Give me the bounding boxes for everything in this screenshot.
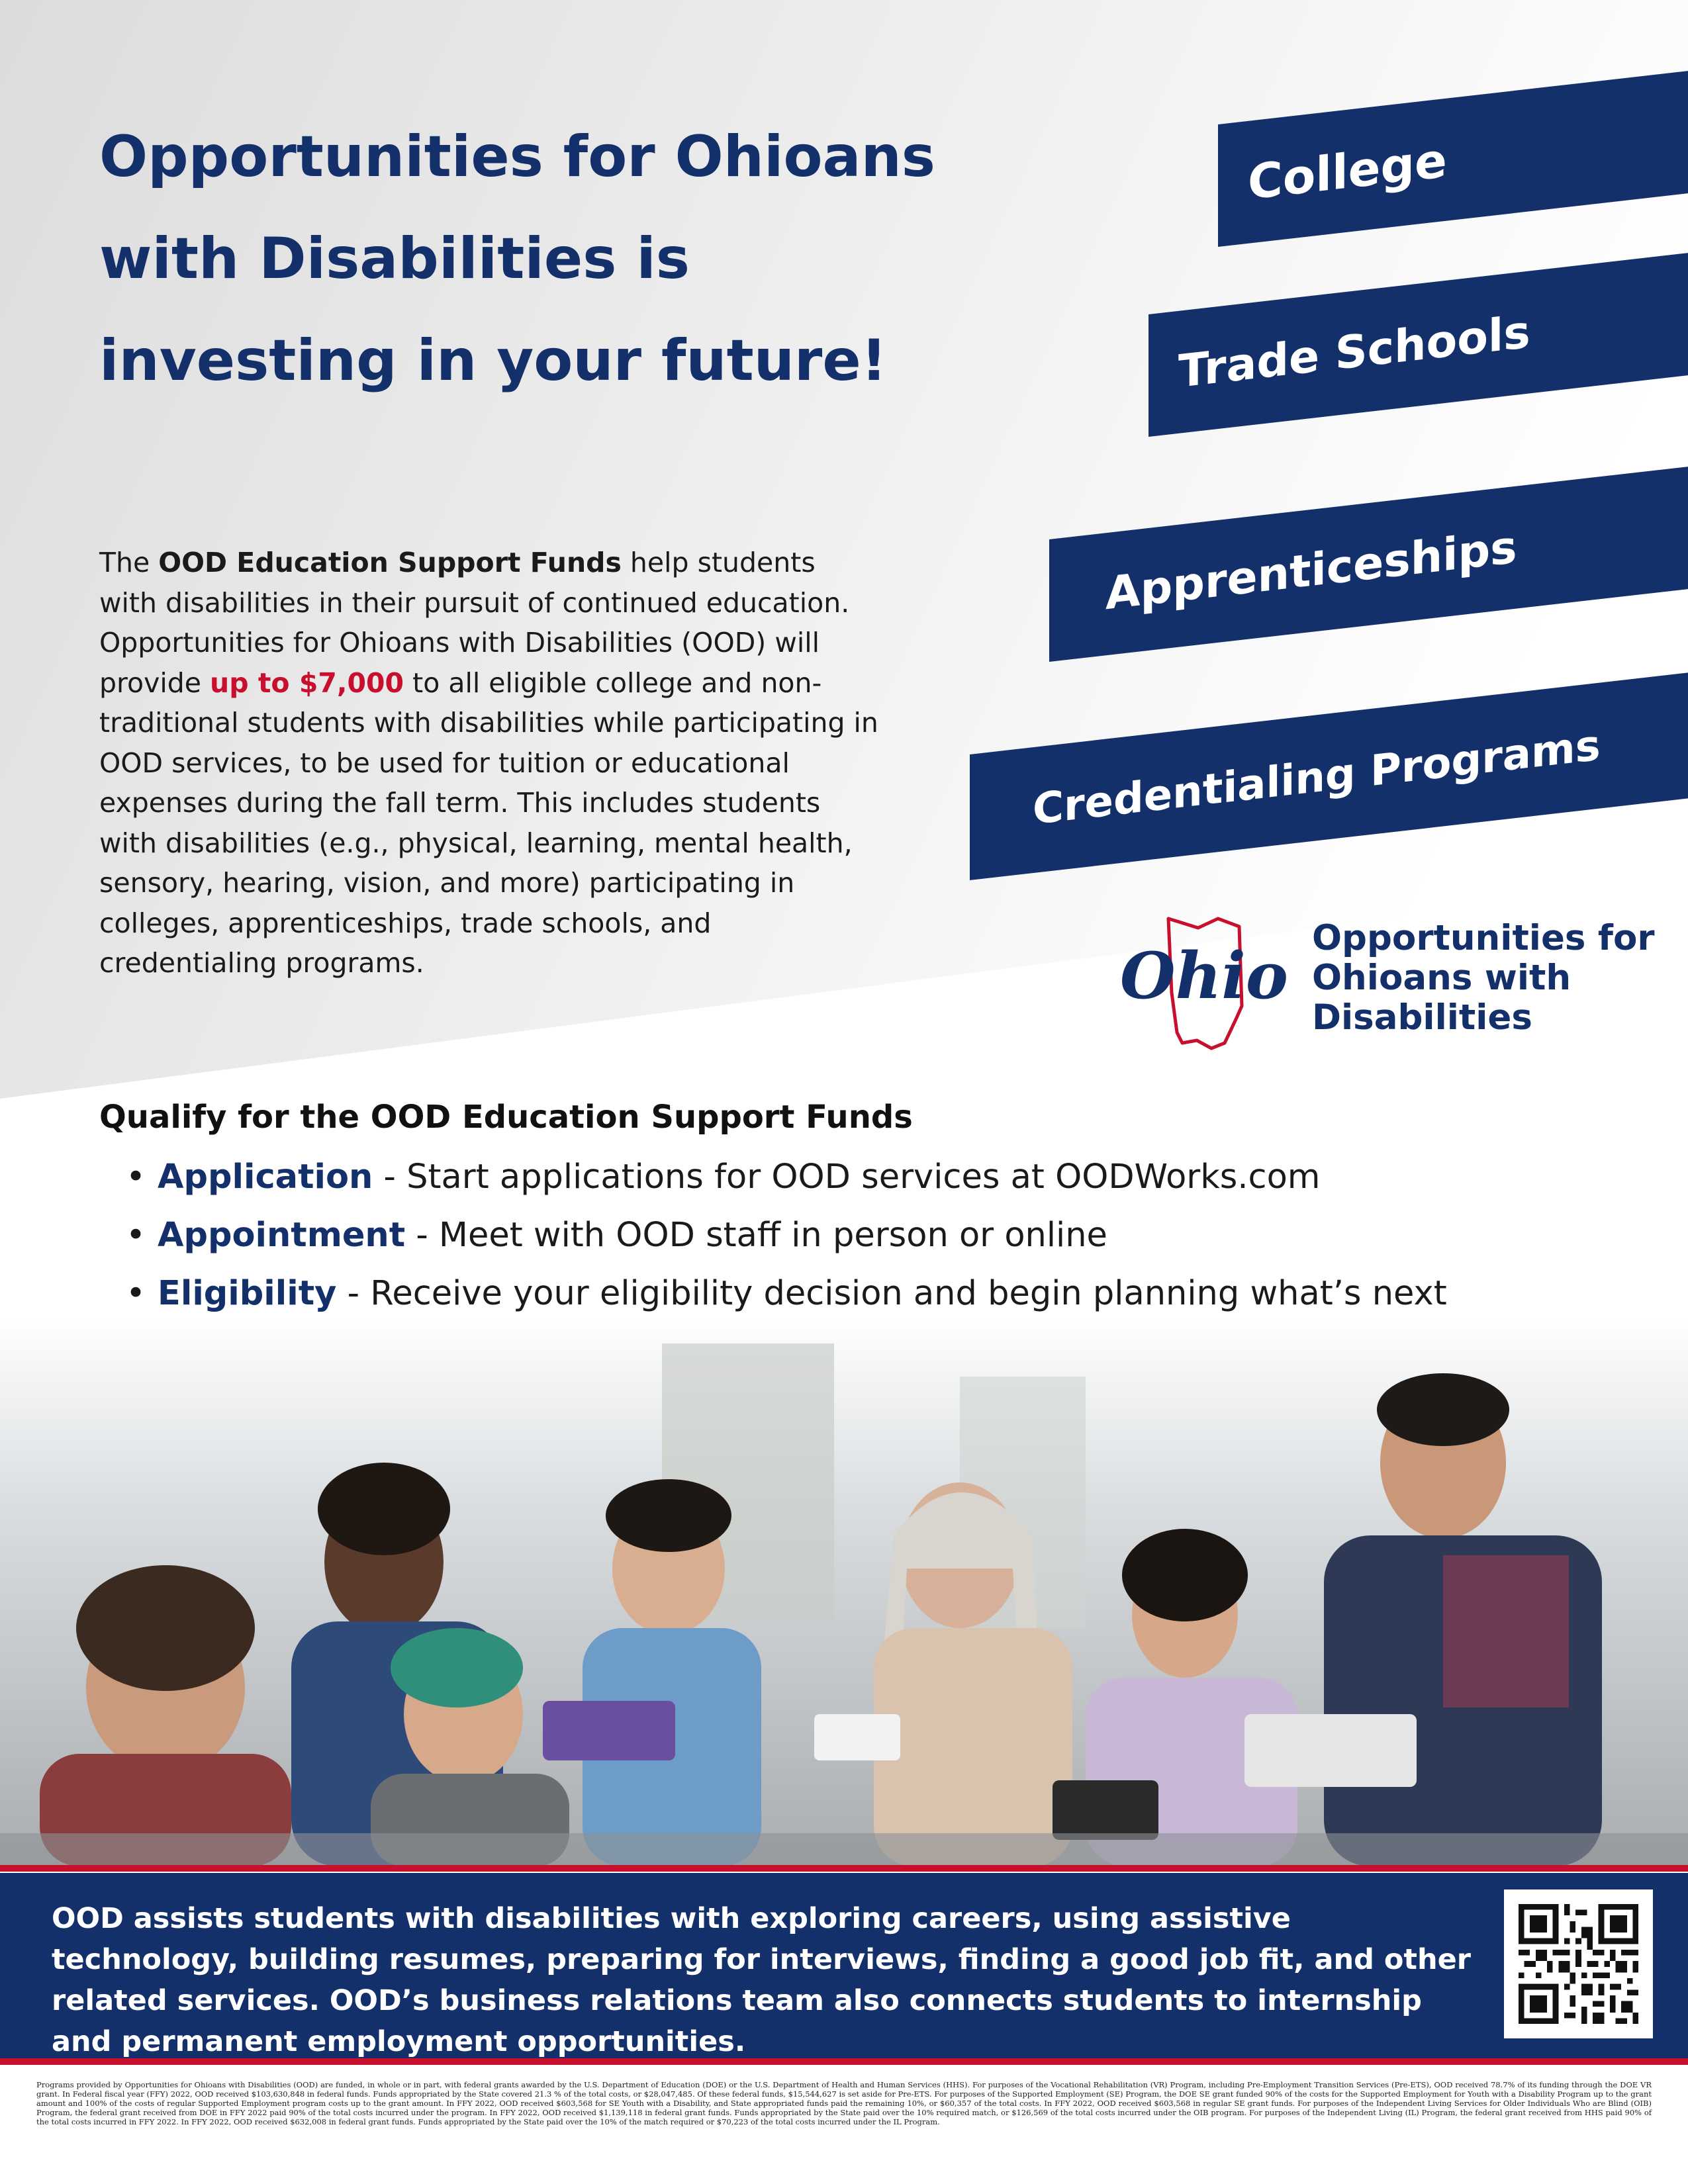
headline-line-3: investing in your future!: [99, 328, 887, 394]
ood-logo: [1119, 913, 1662, 1052]
funding-disclaimer: Programs provided by Opportunities for Ohioans with Disabilities (OOD) are funded, in whole or in part, with federal grants awarded by the U.S. Department of Education (DOE) or the U.S. Department of Health and Human Services (HHS). For purposes of the Vocational Rehabilitation (VR) Program, including Pre-Employment Transition Services (Pre-ETS), OOD received 78.7% of its funding through the DOE VR grant. In Federal fiscal year (FFY) 2022, OOD received $103,630,848 in federal funds. Funds appropriated by the State covered 21.3 % of the total costs, or $28,047,485. Of these federal funds, $15,544,627 is set aside for Pre-ETS. For purposes of the Supported Employment (SE) Program, the DOE SE grant funded 90% of the costs for the Supported Employment for Youth with a Disability Program up to the grant amount and 100% of the costs of regular Supported Employment program costs up to the grant amount. In FFY 2022, OOD received $603,568 for SE Youth with a Disability, and State appropriated funds paid the remaining 10%, or $60,357 of the total costs. In FFY 2022, OOD received $603,568 in regular SE grant funds. For purposes of the Independent Living Services for Older Individuals Who are Blind (OIB) Program, the federal grant received from DOE in FFY 2022 paid 90% of the total costs incurred under the program. In FFY 2022, OOD received $1,139,118 in federal grant funds. Funds appropriated by the State paid over the 10% required match, or $126,569 of the total costs incurred under the OIB program. For purposes of the Independent Living (IL) Program, the federal grant received from HHS paid 90% of the total costs incurred in FFY 2022. In FFY 2022, OOD received $632,008 in federal grant funds. Funds appropriated by the State paid over the 10% of the match required or $70,223 of the total costs incurred under the IL Program.: [36, 2080, 1652, 2126]
logo-script-word: Ohio: [1120, 938, 1288, 1013]
qualify-list: [126, 1155, 1648, 1330]
banner-apprenticeships: Apprenticeships: [1049, 463, 1688, 662]
fund-name: OOD Education Support Funds: [158, 547, 622, 578]
bottom-red-rule: [0, 2058, 1688, 2065]
headline: [99, 106, 1092, 412]
list-item: • Appointment - Meet with OOD staff in person or online: [126, 1213, 1648, 1258]
banner-credentialing-programs: Credentialing Programs: [970, 669, 1688, 880]
logo-wordmark: Opportunities for Ohioans with Disabilities: [1312, 918, 1655, 1038]
banner-trade-schools: Trade Schools: [1149, 249, 1688, 437]
list-item: • Eligibility - Receive your eligibility decision and begin planning what’s next: [126, 1271, 1648, 1316]
step-application: Application: [158, 1158, 373, 1197]
intro-paragraph: The OOD Education Support Funds help students with disabilities in their pursuit of continued education. Opportunities for Ohioans with Disabilities (OOD) will provide up to $7,000 to all eligible college and non-traditional students with disabilities while participating in OOD services, to be used for tuition or educational expenses during the fall term. This includes students with disabilities (e.g., physical, learning, mental health, sensory, hearing, vision, and more) participating in colleges, apprenticeships, trade schools, and credentialing programs.: [99, 547, 878, 979]
list-item: • Application - Start applications for OOD services at OODWorks.com: [126, 1155, 1648, 1200]
qualify-heading: Qualify for the OOD Education Support Funds: [99, 1099, 913, 1136]
step-appointment: Appointment: [158, 1216, 406, 1255]
step-eligibility: Eligibility: [158, 1274, 337, 1313]
qr-code[interactable]: [1504, 1889, 1653, 2038]
headline-line-1: Opportunities for Ohioans: [99, 124, 935, 190]
qr-code-icon: [1519, 1904, 1638, 2024]
students-group-photo: [0, 1317, 1688, 1866]
top-red-rule: [0, 1865, 1688, 1872]
banner-college: College: [1218, 67, 1688, 247]
headline-line-2: with Disabilities is: [99, 226, 690, 292]
footer-text: OOD assists students with disabilities with exploring careers, using assistive technology, building resumes, preparing for interviews, finding a good job fit, and other related services. OOD’s business relations team also connects students to internship and permanent employment opportunities.: [52, 1902, 1471, 2058]
fund-amount: up to $7,000: [210, 666, 404, 699]
ohio-state-outline-icon: [1119, 913, 1297, 1052]
